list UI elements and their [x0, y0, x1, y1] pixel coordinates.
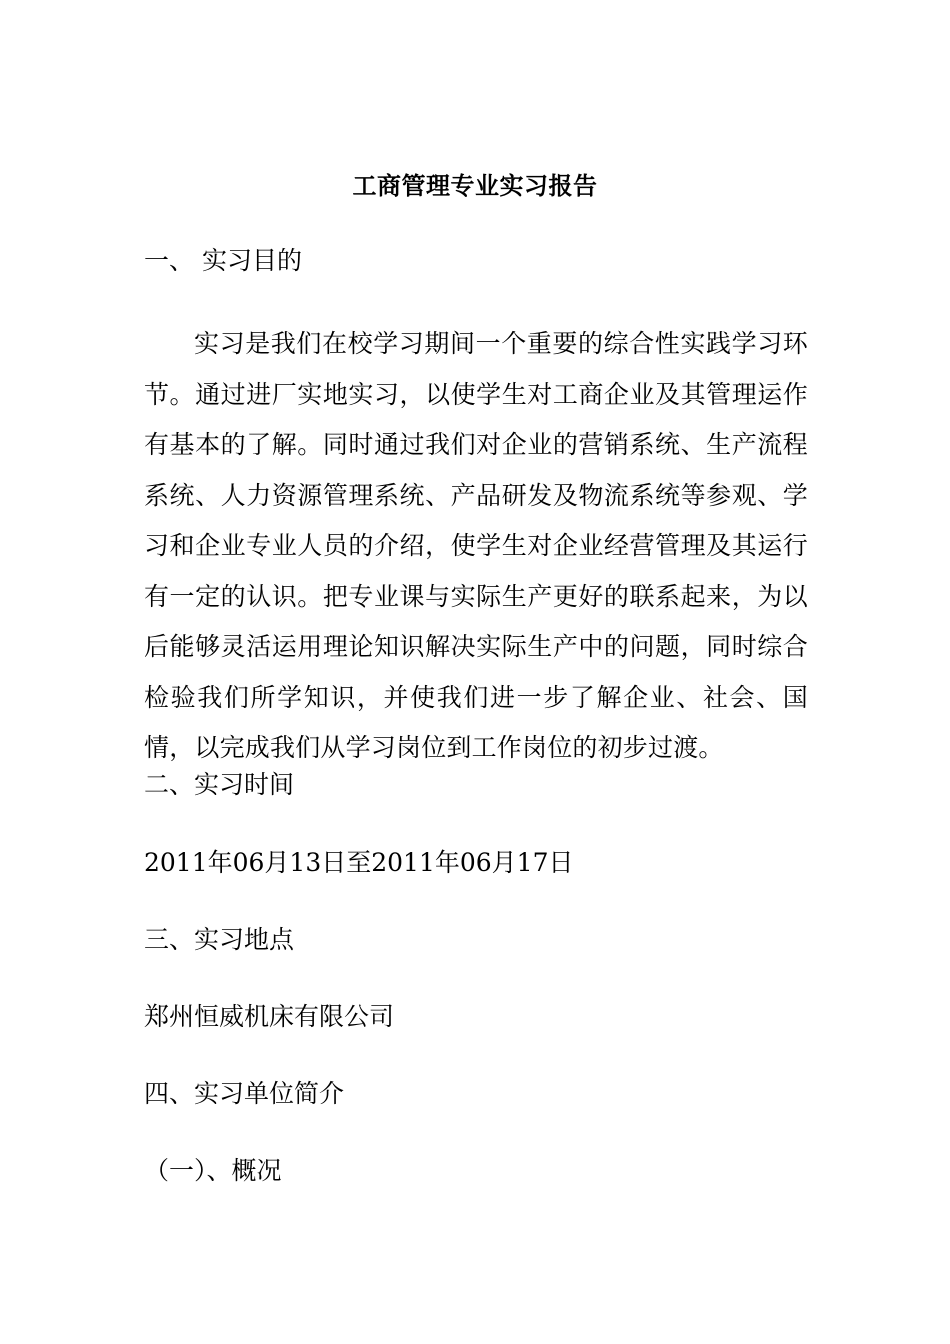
- subsection-heading-overview: （一）、概况: [144, 1156, 282, 1185]
- section-heading-purpose: 一、 实习目的: [144, 246, 302, 275]
- section-body-location: 郑州恒威机床有限公司: [144, 1002, 395, 1031]
- section-body-time: 2011年06月13日至2011年06月17日: [144, 848, 574, 877]
- section-heading-time: 二、实习时间: [144, 770, 295, 799]
- section-heading-company-intro: 四、实习单位简介: [144, 1079, 345, 1108]
- section-heading-location: 三、实习地点: [144, 925, 295, 954]
- section-body-purpose: 实习是我们在校学习期间一个重要的综合性实践学习环节。通过进厂实地实习，以使学生对工商企业及其管理运作有基本的了解。同时通过我们对企业的营销系统、生产流程系统、人力资源管理系统、产品研发及物流系统等参观、学习和企业专业人员的介绍，使学生对企业经营管理及其运行有一定的认识。把专业课与实际生产更好的联系起来，为以后能够灵活运用理论知识解决实际生产中的问题，同时综合检验我们所学知识，并使我们进一步了解企业、社会、国情，以完成我们从学习岗位到工作岗位的初步过渡。: [144, 329, 808, 762]
- document-title: 工商管理专业实习报告: [352, 172, 598, 200]
